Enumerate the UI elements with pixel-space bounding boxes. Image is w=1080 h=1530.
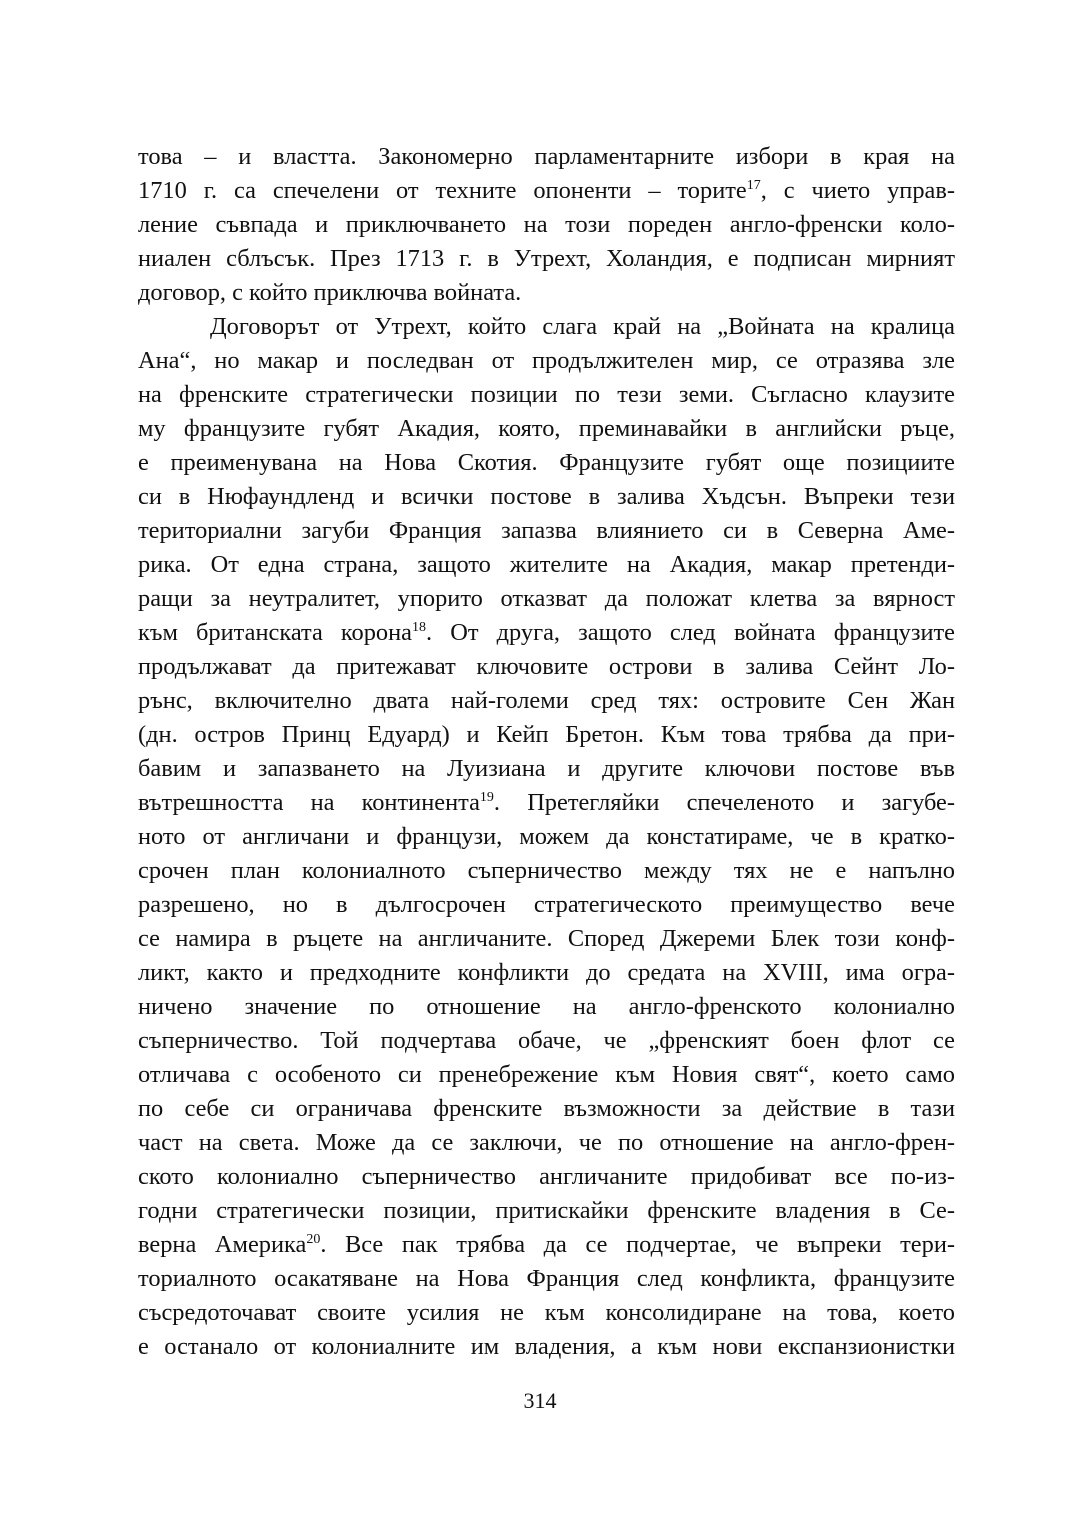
text-segment: верна Америка bbox=[138, 1231, 307, 1258]
text-line: се намира в ръцете на англичаните. Според Джереми Блек този конф- bbox=[138, 925, 955, 952]
text-line: Ана“, но макар и последван от продължителен мир, се отразява зле bbox=[138, 347, 955, 374]
text-line: ничено значение по отношение на англо-френското колониално bbox=[138, 993, 955, 1020]
text-segment: вътрешността на континента bbox=[138, 789, 480, 816]
footnote-ref-19[interactable]: 19 bbox=[479, 790, 494, 805]
text-segment: , с чието управ- bbox=[760, 177, 955, 204]
text-line: годни стратегически позиции, притискайки френските владения в Се- bbox=[138, 1197, 955, 1224]
text-line: ното от англичани и французи, можем да констатираме, че в кратко- bbox=[138, 823, 955, 850]
text-line bbox=[138, 616, 955, 650]
text-line: част на света. Може да се заключи, че по отношение на англо-френ- bbox=[138, 1129, 955, 1156]
text-line: съперничество. Той подчертава обаче, че „френският боен флот се bbox=[138, 1027, 955, 1054]
text-line bbox=[138, 174, 955, 208]
text-segment: към британската корона bbox=[138, 619, 412, 646]
text-line: си в Нюфаундленд и всички постове в залива Хъдсън. Въпреки тези bbox=[138, 483, 955, 510]
text-segment: 1710 г. са спечелени от техните опоненти – торите bbox=[138, 177, 747, 204]
footnote-ref-20[interactable]: 20 bbox=[306, 1232, 321, 1247]
text-line: (дн. остров Принц Едуард) и Кейп Бретон. Към това трябва да при- bbox=[138, 721, 955, 748]
text-line: ликт, както и предходните конфликти до средата на XVIII, има огра- bbox=[138, 959, 955, 986]
text-line: ториалното осакатяване на Нова Франция след конфликта, французите bbox=[138, 1265, 955, 1292]
text-line: разрешено, но в дългосрочен стратегическото преимущество вече bbox=[138, 891, 955, 918]
text-line: рика. От една страна, защото жителите на Акадия, макар претенди- bbox=[138, 551, 955, 578]
text-line: договор, с който приключва войната. bbox=[138, 279, 522, 306]
text-line: му французите губят Акадия, която, преминавайки в английски ръце, bbox=[138, 415, 955, 442]
footnote-ref-18[interactable]: 18 bbox=[412, 620, 426, 635]
text-line: на френските стратегически позиции по тези земи. Съгласно клаузите bbox=[138, 381, 955, 408]
text-line: продължават да притежават ключовите острови в залива Сейнт Ло- bbox=[138, 653, 955, 680]
body-text bbox=[138, 140, 955, 1364]
text-line: ление съвпада и приключването на този пореден англо-френски коло- bbox=[138, 211, 955, 238]
text-line: ниален сблъсък. През 1713 г. в Утрехт, Холандия, е подписан мирният bbox=[138, 245, 955, 272]
text-line: ското колониално съперничество англичаните придобиват все по-из- bbox=[138, 1163, 955, 1190]
paragraph-start-line: Договорът от Утрехт, който слага край на „Войната на кралица bbox=[210, 313, 955, 340]
text-line: отличава с особеното си пренебрежение към Новия свят“, което само bbox=[138, 1061, 955, 1088]
text-segment: . От друга, защото след войната французите bbox=[426, 619, 955, 646]
text-line: рънс, включително двата най-големи сред тях: островите Сен Жан bbox=[138, 687, 955, 714]
text-line: това – и властта. Закономерно парламентарните избори в края на bbox=[138, 143, 955, 170]
text-line: съсредоточават своите усилия не към консолидиране на това, което bbox=[138, 1299, 955, 1326]
text-line: териториални загуби Франция запазва влиянието си в Северна Аме- bbox=[138, 517, 955, 544]
page-number: 314 bbox=[523, 1388, 557, 1413]
text-line: бавим и запазването на Луизиана и другите ключови постове във bbox=[138, 755, 955, 782]
text-line bbox=[138, 786, 955, 820]
footnote-ref-17[interactable]: 17 bbox=[746, 178, 761, 193]
text-segment: . Претегляйки спечеленото и загубе- bbox=[493, 789, 956, 816]
text-line: е останало от колониалните им владения, а към нови експанзионистки bbox=[138, 1333, 955, 1360]
text-line: срочен план колониалното съперничество между тях не е напълно bbox=[138, 857, 955, 884]
text-line bbox=[138, 1228, 955, 1262]
text-segment: . Все пак трябва да се подчертае, че въпреки тери- bbox=[320, 1231, 955, 1258]
text-line: ращи за неутралитет, упорито отказват да положат клетва за вярност bbox=[138, 585, 955, 612]
text-line: по себе си ограничава френските възможности за действие в тази bbox=[138, 1095, 955, 1122]
text-line: е преименувана на Нова Скотия. Французите губят още позициите bbox=[138, 449, 955, 476]
